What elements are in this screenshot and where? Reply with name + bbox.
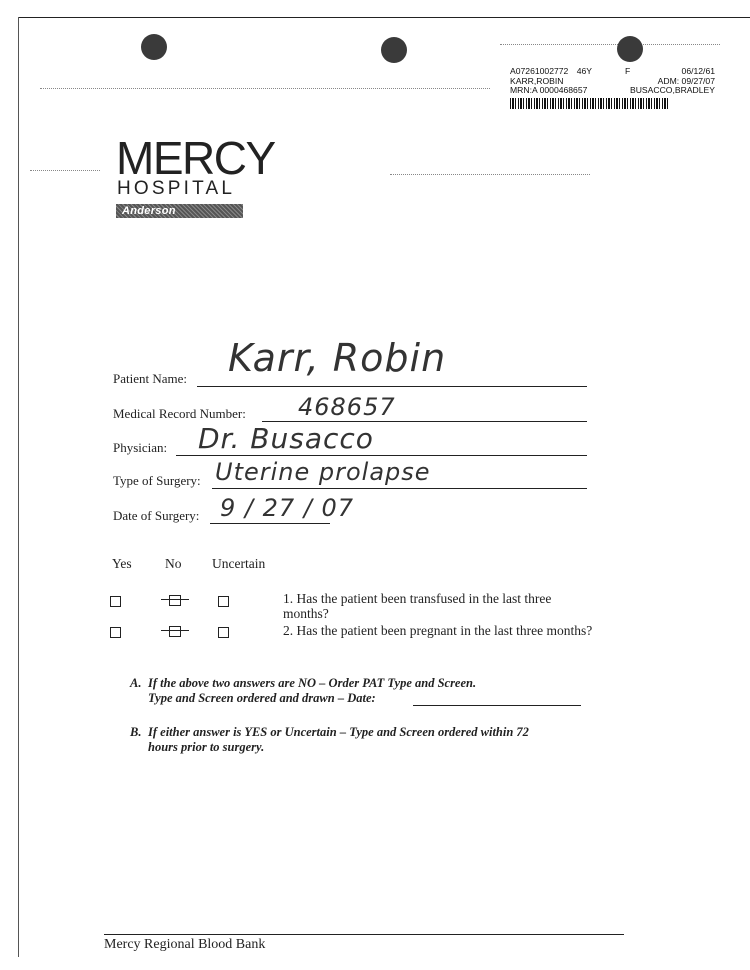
note-b-line1: If either answer is YES or Uncertain – Type and Screen ordered within 72 (148, 725, 529, 739)
left-border-line (18, 17, 19, 957)
q2-no-checkbox-marked[interactable] (169, 626, 181, 637)
label-mrn: MRN:A 0000468657 (510, 85, 588, 95)
label-admit: ADM: 09/27/07 (657, 75, 715, 86)
label-name: KARR,ROBIN (510, 75, 564, 86)
label-age: 46Y (576, 66, 592, 76)
punch-hole (381, 37, 407, 63)
q1-no-checkbox-marked[interactable] (169, 595, 181, 606)
scan-speckle (40, 88, 490, 90)
logo-location-band: Anderson (116, 204, 243, 218)
top-border-line (18, 17, 750, 18)
scan-speckle (500, 44, 720, 46)
label-doctor: BUSACCO,BRADLEY (629, 85, 715, 95)
patient-name-label: Patient Name: (113, 371, 188, 386)
label-dob: 06/12/61 (681, 66, 715, 76)
patient-name-value: Karr, Robin (228, 336, 447, 380)
surgery-date-value: 9 / 27 / 07 (220, 494, 355, 522)
label-account: A07261002772 (510, 66, 569, 76)
col-no: No (165, 556, 182, 571)
note-a-line2: Type and Screen ordered and drawn – Date: (148, 691, 376, 705)
question-2: 2. Has the patient been pregnant in the last three months? (283, 623, 593, 638)
logo-hospital: HOSPITAL (117, 178, 236, 199)
label-sex: F (625, 66, 631, 76)
patient-label-sticker (510, 67, 715, 96)
surgery-type-label: Type of Surgery: (113, 473, 201, 488)
scan-speckle (390, 174, 590, 176)
note-b-letter: B. (130, 725, 142, 739)
surgery-type-value: Uterine prolapse (215, 458, 431, 486)
punch-hole (617, 36, 643, 62)
q1-uncertain-checkbox[interactable] (218, 596, 229, 607)
col-yes: Yes (112, 556, 132, 571)
q2-uncertain-checkbox[interactable] (218, 627, 229, 638)
physician-line (176, 455, 587, 456)
col-uncertain: Uncertain (212, 556, 266, 571)
logo-mercy: MERCY (116, 132, 275, 184)
physician-label: Physician: (113, 440, 168, 455)
q2-yes-checkbox[interactable] (110, 627, 121, 638)
mrn-label: Medical Record Number: (113, 406, 246, 421)
punch-hole (141, 34, 167, 60)
surgery-date-label: Date of Surgery: (113, 508, 200, 523)
note-a-date-line (413, 705, 581, 706)
scan-speckle (30, 170, 100, 172)
note-a-letter: A. (130, 676, 142, 690)
q1-yes-checkbox[interactable] (110, 596, 121, 607)
note-b-line2: hours prior to surgery. (148, 740, 265, 754)
question-1: 1. Has the patient been transfused in the last three months? (283, 591, 552, 621)
mrn-value: 468657 (298, 393, 396, 421)
barcode (510, 98, 670, 109)
patient-name-line (197, 386, 587, 387)
physician-value: Dr. Busacco (198, 422, 374, 455)
note-a-line1: If the above two answers are NO – Order PAT Type and Screen. (148, 676, 477, 690)
footer-line (104, 934, 624, 935)
surgery-type-line (212, 488, 587, 489)
footer-text: Mercy Regional Blood Bank (104, 937, 266, 952)
surgery-date-line (210, 523, 330, 524)
